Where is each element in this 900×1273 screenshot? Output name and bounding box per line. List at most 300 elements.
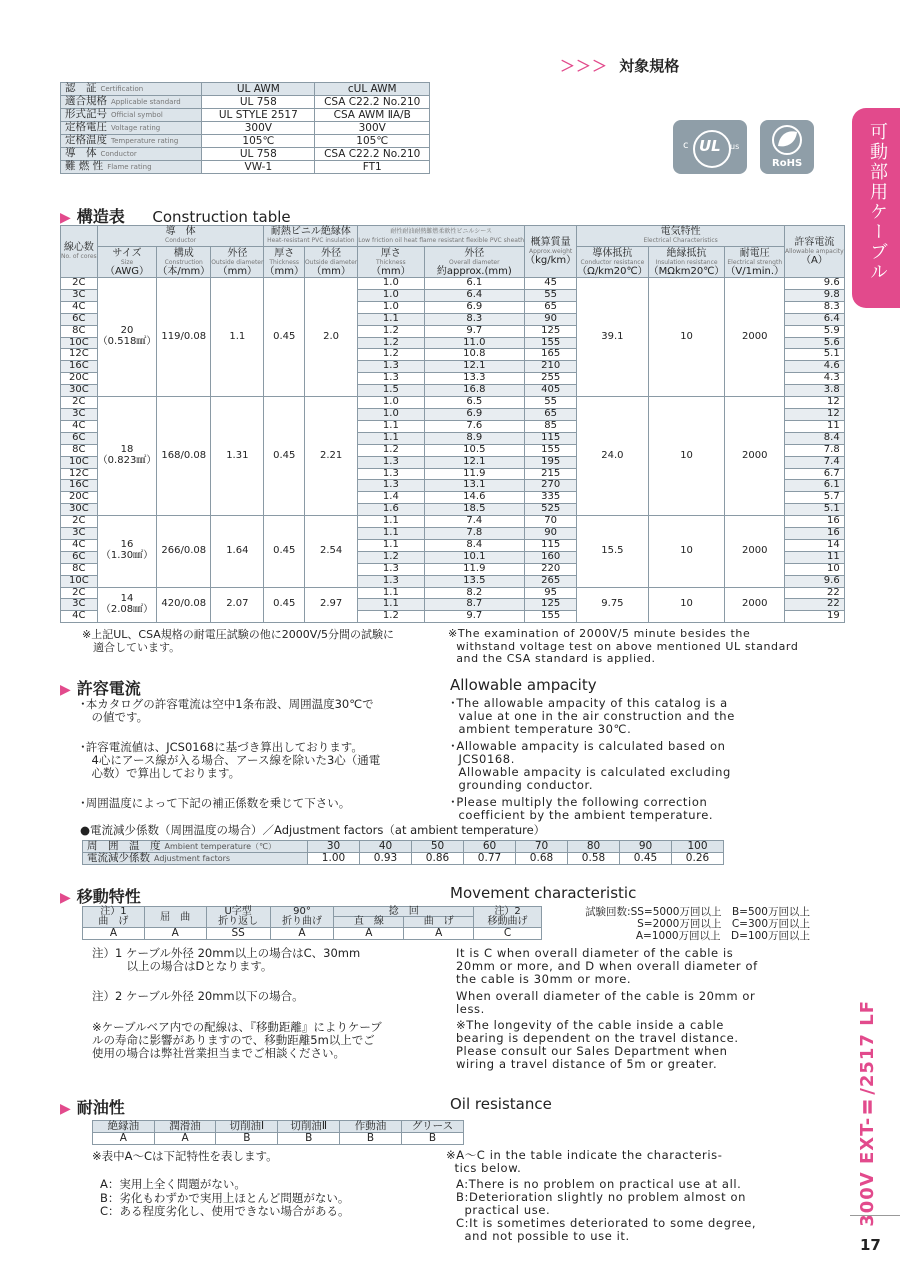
sheath-thickness-cell: 1.1 xyxy=(358,420,424,432)
ampacity-cell: 7.4 xyxy=(785,456,845,468)
ul-logo-c: c xyxy=(683,140,689,151)
overall-diameter-cell: 13.1 xyxy=(424,480,525,492)
h-pvc-pvc-en: Heat-resistant PVC insulation xyxy=(267,237,355,244)
h-constr-constr-en: Construction xyxy=(164,258,203,266)
adj-factor-cell: 0.86 xyxy=(412,853,464,865)
ct-header-row xyxy=(61,247,845,278)
h-ins-ins-unit: （MΩkm20℃） xyxy=(648,265,725,277)
sheath-thickness-cell: 1.2 xyxy=(358,444,424,456)
oil-en-item: B:Deterioration slightly no problem almost on practical use. xyxy=(456,1190,747,1217)
movement-title-en: Movement characteristic xyxy=(450,884,637,902)
cores-cell: 10C xyxy=(61,337,98,349)
ampacity-cell: 5.6 xyxy=(785,337,845,349)
cores-cell: 2C xyxy=(61,278,98,290)
cert-ul: 105℃ xyxy=(202,135,315,148)
oil-title-en: Oil resistance xyxy=(450,1095,552,1113)
ul-logo-mark: UL xyxy=(699,137,721,155)
adjustment-factor-table xyxy=(82,840,724,865)
size-awg: 18 xyxy=(120,444,134,456)
cores-cell: 3C xyxy=(61,289,98,301)
weight-cell: 165 xyxy=(525,349,577,361)
sheath-thickness-cell: 1.2 xyxy=(358,349,424,361)
cert-label-en: Applicable standard xyxy=(111,98,181,106)
leaf-icon xyxy=(760,120,814,160)
cert-label-en: Voltage rating xyxy=(111,124,161,132)
oil-ja-items xyxy=(100,1178,350,1219)
overall-diameter-cell: 9.7 xyxy=(424,325,525,337)
conductor-resistance-cell: 15.5 xyxy=(577,516,649,587)
conductor-resistance-cell: 9.75 xyxy=(577,587,649,623)
cores-cell: 30C xyxy=(61,504,98,516)
cores-cell: 2C xyxy=(61,587,98,599)
ampacity-cell: 9.6 xyxy=(785,575,845,587)
cores-cell: 20C xyxy=(61,492,98,504)
rohs-label: RoHS xyxy=(772,158,803,169)
withstand-voltage-cell: 2000 xyxy=(725,278,785,397)
h-vol-vol-unit: （V/1min.） xyxy=(725,265,785,277)
sheath-thickness-cell: 1.0 xyxy=(358,397,424,409)
h-thick-thick-en: Thickness xyxy=(269,258,300,266)
construction-table xyxy=(60,225,845,623)
cores-cell: 2C xyxy=(61,397,98,409)
h-amp-amp: 許容電流 xyxy=(794,237,835,248)
ampacity-cell: 6.4 xyxy=(785,313,845,325)
overall-diameter-cell: 12.1 xyxy=(424,361,525,373)
cores-cell: 10C xyxy=(61,575,98,587)
h-cores-cores: 線心数 xyxy=(63,241,94,253)
weight-cell: 270 xyxy=(525,480,577,492)
h-sheath-sheath: 耐性耐油耐熱難燃柔軟性ビニルシース xyxy=(390,228,492,235)
ampacity-cell: 8.4 xyxy=(785,432,845,444)
conductor-od-cell: 1.31 xyxy=(211,397,264,516)
page-number: 17 xyxy=(860,1236,881,1254)
ampacity-cell: 5.7 xyxy=(785,492,845,504)
oil-value-cell: A xyxy=(154,1133,216,1145)
overall-diameter-cell: 16.8 xyxy=(424,385,525,397)
test-count-line: S=2000万回以上 C=300万回以上 xyxy=(637,918,810,930)
weight-cell: 155 xyxy=(525,444,577,456)
movement-value-cell: C xyxy=(474,928,542,940)
size-awg: 14 xyxy=(120,593,134,605)
cores-cell: 6C xyxy=(61,432,98,444)
overall-diameter-cell: 18.5 xyxy=(424,504,525,516)
sheath-thickness-cell: 1.1 xyxy=(358,313,424,325)
cores-cell: 4C xyxy=(61,301,98,313)
ampacity-cell: 12 xyxy=(785,408,845,420)
cert-row xyxy=(61,135,430,148)
cert-row xyxy=(61,148,430,161)
ampacity-cell: 16 xyxy=(785,516,845,528)
h-thick-thick-unit: （mm） xyxy=(264,265,304,277)
weight-cell: 335 xyxy=(525,492,577,504)
side-tab-label: 可動部用ケーブル xyxy=(867,122,888,282)
ampacity-heading: ▶ 許容電流 xyxy=(60,679,141,698)
h-amp-amp-unit: （A） xyxy=(800,255,828,266)
weight-cell: 90 xyxy=(525,528,577,540)
weight-cell: 115 xyxy=(525,539,577,551)
weight-cell: 525 xyxy=(525,504,577,516)
overall-diameter-cell: 13.3 xyxy=(424,373,525,385)
oil-heading: ▶ 耐油性 xyxy=(60,1098,125,1117)
oil-table xyxy=(92,1120,464,1145)
oil-ja-item: B：劣化もわずかで実用上ほとんど問題がない。 xyxy=(100,1190,350,1205)
h-elec-elec: 電気特性 xyxy=(660,226,701,237)
adj-temp-cell: 90 xyxy=(620,841,672,853)
construction-cell: 266/0.08 xyxy=(157,516,211,587)
h-od2-od2: 外径 xyxy=(321,247,342,259)
mv-h-flex: 屈 曲 xyxy=(144,907,206,928)
overall-diameter-cell: 7.4 xyxy=(424,516,525,528)
movement-value-cell: A xyxy=(270,928,334,940)
test-count-line: A=1000万回以上 D=100万回以上 xyxy=(635,930,810,942)
certification-table xyxy=(60,82,430,174)
oil-header-cell: 作動油 xyxy=(340,1121,402,1133)
insulation-od-cell: 2.0 xyxy=(304,278,357,397)
overall-diameter-cell: 9.7 xyxy=(424,611,525,623)
h-res xyxy=(577,247,649,278)
insulation-thickness-cell: 0.45 xyxy=(264,516,304,587)
sheath-thickness-cell: 1.1 xyxy=(358,528,424,540)
weight-cell: 255 xyxy=(525,373,577,385)
weight-cell: 55 xyxy=(525,289,577,301)
cores-cell: 8C xyxy=(61,325,98,337)
ampacity-ja-p1: ･本カタログの許容電流は空中1条布設、周囲温度30℃で の値です。 xyxy=(80,697,374,724)
cert-label-ja: 適合規格 xyxy=(65,95,107,107)
mv-h-bend: 注）1 曲 げ xyxy=(83,907,145,928)
h-res-res: 導体抵抗 xyxy=(592,247,633,259)
h-cores-cores-en: No. of cores xyxy=(61,252,97,260)
oil-header-cell: グリース xyxy=(401,1121,463,1133)
construction-row xyxy=(61,587,845,599)
h-constr xyxy=(157,247,211,278)
h-od-od: 外径 xyxy=(227,247,248,259)
sheath-thickness-cell: 1.2 xyxy=(358,325,424,337)
oil-header-cell: 絶縁油 xyxy=(93,1121,155,1133)
weight-cell: 95 xyxy=(525,587,577,599)
ul-logo-us: us xyxy=(730,142,740,151)
movement-heading: ▶ 移動特性 xyxy=(60,887,141,906)
test-counts xyxy=(560,906,810,942)
adj-factor-cell: 0.58 xyxy=(568,853,620,865)
overall-diameter-cell: 13.5 xyxy=(424,575,525,587)
sheath-thickness-cell: 1.3 xyxy=(358,563,424,575)
overall-diameter-cell: 6.4 xyxy=(424,289,525,301)
cert-label-en: Official symbol xyxy=(111,111,163,119)
overall-diameter-cell: 11.9 xyxy=(424,563,525,575)
sheath-thickness-cell: 1.0 xyxy=(358,408,424,420)
header-arrows: ＞＞＞ xyxy=(560,57,609,75)
withstand-voltage-cell: 2000 xyxy=(725,587,785,623)
weight-cell: 90 xyxy=(525,313,577,325)
insulation-resistance-cell: 10 xyxy=(648,516,725,587)
construction-cell: 119/0.08 xyxy=(157,278,211,397)
size-mm2: （0.518㎟） xyxy=(97,336,157,348)
adjustment-factor-title: ●電流減少係数（周囲温度の場合）／Adjustment factors（at ambient temperature） xyxy=(80,823,546,837)
oil-value-cell: A xyxy=(93,1133,155,1145)
h-sod-sod: 外径 xyxy=(464,247,485,259)
adj-temp-cell: 40 xyxy=(360,841,412,853)
cert-cul: FT1 xyxy=(315,161,430,174)
adj-factor-row xyxy=(83,853,724,865)
h-pvc xyxy=(264,226,358,247)
oil-value-cell: B xyxy=(340,1133,402,1145)
overall-diameter-cell: 14.6 xyxy=(424,492,525,504)
h-conductor-conductor: 導 体 xyxy=(165,226,196,237)
h-od-od-unit: （mm） xyxy=(217,265,258,277)
insulation-thickness-cell: 0.45 xyxy=(264,278,304,397)
h-ins-ins: 絶縁抵抗 xyxy=(666,247,707,259)
cores-cell: 8C xyxy=(61,563,98,575)
h-size-size-unit: （AWG） xyxy=(105,265,149,277)
cert-label xyxy=(61,83,202,96)
adj-factor-label-ja: 電流減少係数 xyxy=(87,852,150,864)
mv-h-twist-straight: 直 線 xyxy=(334,917,404,928)
h-sthick-sthick: 厚さ xyxy=(380,247,401,259)
movement-table xyxy=(82,906,542,940)
cert-cul: CSA C22.2 No.210 xyxy=(315,96,430,109)
h-od2-od2-unit: （mm） xyxy=(311,265,351,277)
mv-h-twist: 捻 回 xyxy=(334,907,474,917)
h-res-res-en: Conductor resistance xyxy=(580,258,645,266)
adj-temp-cell: 80 xyxy=(568,841,620,853)
ampacity-cell: 5.9 xyxy=(785,325,845,337)
sheath-thickness-cell: 1.6 xyxy=(358,504,424,516)
h-constr-constr: 構成 xyxy=(173,247,194,259)
weight-cell: 125 xyxy=(525,599,577,611)
cores-cell: 12C xyxy=(61,468,98,480)
construction-cell: 420/0.08 xyxy=(157,587,211,623)
construction-title-en: Construction table xyxy=(152,208,291,226)
ul-logo xyxy=(673,120,747,174)
cert-ul: UL STYLE 2517 xyxy=(202,109,315,122)
weight-cell: 125 xyxy=(525,325,577,337)
weight-cell: 70 xyxy=(525,516,577,528)
cert-ul: UL AWM xyxy=(202,83,315,96)
oil-value-cell: B xyxy=(216,1133,278,1145)
ampacity-cell: 3.8 xyxy=(785,385,845,397)
sheath-thickness-cell: 1.1 xyxy=(358,587,424,599)
mv-h-twist-bend: 曲 げ xyxy=(404,917,474,928)
overall-diameter-cell: 8.2 xyxy=(424,587,525,599)
sheath-thickness-cell: 1.4 xyxy=(358,492,424,504)
cert-label-en: Flame rating xyxy=(107,163,152,171)
h-res-res-unit: （Ω/km20℃） xyxy=(577,265,648,277)
h-od2 xyxy=(304,247,357,278)
oil-en-item: C:It is sometimes deteriorated to some degree, and not possible to use it. xyxy=(456,1216,757,1243)
cert-label-ja: 難 燃 性 xyxy=(65,160,104,172)
adj-temp-label-en: Ambient temperature（℃） xyxy=(164,842,277,851)
header-title: 対象規格 xyxy=(619,57,680,75)
withstand-voltage-cell: 2000 xyxy=(725,397,785,516)
construction-row xyxy=(61,516,845,528)
cert-row xyxy=(61,83,430,96)
ampacity-cell: 9.6 xyxy=(785,278,845,290)
adj-factor-cell: 0.26 xyxy=(672,853,724,865)
oil-header-cell: 切削油Ⅰ xyxy=(216,1121,278,1133)
h-amp xyxy=(785,226,845,278)
construction-title-ja: 構造表 xyxy=(76,207,125,226)
h-ins xyxy=(648,247,725,278)
h-weight-weight-unit: （kg/km） xyxy=(525,255,577,266)
size-mm2: （0.823㎟） xyxy=(97,455,157,467)
overall-diameter-cell: 11.9 xyxy=(424,468,525,480)
cores-cell: 20C xyxy=(61,373,98,385)
h-sod-sod-unit: 約approx.(mm) xyxy=(436,265,512,277)
oil-title-ja: 耐油性 xyxy=(76,1098,125,1117)
cert-label xyxy=(61,161,202,174)
insulation-od-cell: 2.97 xyxy=(304,587,357,623)
oil-ja-item: C：ある程度劣化し、使用できない場合がある。 xyxy=(100,1204,350,1218)
construction-note-ja: ※上記UL、CSA規格の耐電圧試験の他に2000V/5分間の試験に 適合しています。 xyxy=(82,628,395,654)
cert-row xyxy=(61,96,430,109)
overall-diameter-cell: 8.3 xyxy=(424,313,525,325)
cert-label-ja: 導 体 xyxy=(65,147,97,159)
cert-row xyxy=(61,122,430,135)
weight-cell: 210 xyxy=(525,361,577,373)
cert-label xyxy=(61,135,202,148)
adj-temp-cell: 30 xyxy=(308,841,360,853)
sheath-thickness-cell: 1.2 xyxy=(358,611,424,623)
ampacity-cell: 7.8 xyxy=(785,444,845,456)
sheath-thickness-cell: 1.0 xyxy=(358,301,424,313)
ampacity-cell: 8.3 xyxy=(785,301,845,313)
adj-temp-label-ja: 周 囲 温 度 xyxy=(87,840,161,852)
h-size xyxy=(97,247,157,278)
cores-cell: 6C xyxy=(61,313,98,325)
insulation-thickness-cell: 0.45 xyxy=(264,397,304,516)
oil-en-note: ※A～C in the table indicate the characteris- tics below. xyxy=(446,1148,723,1175)
oil-value-cell: B xyxy=(401,1133,463,1145)
cert-label-ja: 形式記号 xyxy=(65,108,107,120)
h-od-od-en: Outside diameter xyxy=(211,258,264,266)
conductor-resistance-cell: 39.1 xyxy=(577,278,649,397)
cert-label xyxy=(61,122,202,135)
overall-diameter-cell: 8.4 xyxy=(424,539,525,551)
ampacity-cell: 16 xyxy=(785,528,845,540)
h-weight-weight-en: Approx.weight xyxy=(529,248,573,255)
size-awg: 16 xyxy=(120,539,134,551)
movement-value-cell: A xyxy=(404,928,474,940)
size-mm2: （1.30㎟） xyxy=(100,550,154,562)
ampacity-cell: 11 xyxy=(785,551,845,563)
adj-temp-cell: 60 xyxy=(464,841,516,853)
overall-diameter-cell: 8.9 xyxy=(424,432,525,444)
h-sod-sod-en: Overall diameter xyxy=(449,258,500,266)
h-vol-vol-en: Electrical strength xyxy=(727,258,783,266)
h-weight xyxy=(525,226,577,278)
h-size-size: サイズ xyxy=(112,247,142,259)
oil-ja-note: ※表中A～Cは下記特性を表します。 xyxy=(92,1149,278,1163)
overall-diameter-cell: 10.5 xyxy=(424,444,525,456)
ampacity-en-p2: ･Allowable ampacity is calculated based on JCS0168. Allowable ampacity is calculated excluding grounding conductor. xyxy=(450,739,731,792)
side-product-title: 300V EXT-Ⅱ/2517 LF xyxy=(857,1000,878,1227)
movement-en-note3: ※The longevity of the cable inside a cable bearing is dependent on the travel distance. Please consult our Sales Department when wiring a travel distance of 5m or greater. xyxy=(456,1018,739,1071)
h-od xyxy=(211,247,264,278)
cores-cell: 2C xyxy=(61,516,98,528)
adj-factor-cell: 0.45 xyxy=(620,853,672,865)
cores-cell: 30C xyxy=(61,385,98,397)
movement-ja-note1: 注）1 ケーブル外径 20mm以上の場合はC、30mm 以上の場合はDとなります。 xyxy=(92,946,361,973)
h-constr-constr-unit: （本/mm） xyxy=(157,265,211,277)
overall-diameter-cell: 6.1 xyxy=(424,278,525,290)
sheath-thickness-cell: 1.3 xyxy=(358,480,424,492)
sheath-thickness-cell: 1.3 xyxy=(358,575,424,587)
cert-label-en: Conductor xyxy=(100,150,137,158)
weight-cell: 115 xyxy=(525,432,577,444)
weight-cell: 155 xyxy=(525,337,577,349)
conductor-resistance-cell: 24.0 xyxy=(577,397,649,516)
adj-factor-cell: 0.93 xyxy=(360,853,412,865)
ampacity-cell: 5.1 xyxy=(785,349,845,361)
sheath-thickness-cell: 1.0 xyxy=(358,289,424,301)
withstand-voltage-cell: 2000 xyxy=(725,516,785,587)
h-elec xyxy=(577,226,785,247)
h-sod xyxy=(424,247,525,278)
ampacity-cell: 9.8 xyxy=(785,289,845,301)
sheath-thickness-cell: 1.1 xyxy=(358,539,424,551)
side-tab xyxy=(852,108,900,308)
weight-cell: 195 xyxy=(525,456,577,468)
h-cores xyxy=(61,226,98,278)
oil-en-items xyxy=(456,1178,756,1243)
h-elec-elec-en: Electrical Characteristics xyxy=(643,237,718,244)
weight-cell: 160 xyxy=(525,551,577,563)
adj-temp-row xyxy=(83,841,724,853)
overall-diameter-cell: 7.8 xyxy=(424,528,525,540)
adj-temp-cell: 50 xyxy=(412,841,464,853)
ampacity-cell: 12 xyxy=(785,397,845,409)
ampacity-cell: 4.3 xyxy=(785,373,845,385)
ampacity-cell: 5.1 xyxy=(785,504,845,516)
ampacity-cell: 6.7 xyxy=(785,468,845,480)
construction-cell: 168/0.08 xyxy=(157,397,211,516)
insulation-thickness-cell: 0.45 xyxy=(264,587,304,623)
construction-row xyxy=(61,397,845,409)
cert-label-ja: 定格温度 xyxy=(65,134,107,146)
insulation-resistance-cell: 10 xyxy=(648,278,725,397)
cert-cul: 300V xyxy=(315,122,430,135)
weight-cell: 65 xyxy=(525,408,577,420)
weight-cell: 215 xyxy=(525,468,577,480)
cert-ul: 300V xyxy=(202,122,315,135)
cert-row xyxy=(61,161,430,174)
weight-cell: 155 xyxy=(525,611,577,623)
h-amp-amp-en: Allowable ampacity xyxy=(785,248,844,255)
construction-note-en: ※The examination of 2000V/5 minute besides the withstand voltage test on above mentioned UL standard and the CSA standard is applied. xyxy=(448,627,799,665)
ampacity-cell: 11 xyxy=(785,420,845,432)
adj-temp-cell: 100 xyxy=(672,841,724,853)
overall-diameter-cell: 10.8 xyxy=(424,349,525,361)
sheath-thickness-cell: 1.2 xyxy=(358,337,424,349)
adj-factor-cell: 0.68 xyxy=(516,853,568,865)
movement-en-note1: It is C when overall diameter of the cable is 20mm or more, and D when overall diameter of the cable is 30mm or more. xyxy=(456,946,758,986)
weight-cell: 45 xyxy=(525,278,577,290)
oil-en-item: A:There is no problem on practical use at all. xyxy=(456,1177,742,1191)
conductor-od-cell: 1.1 xyxy=(211,278,264,397)
h-thick xyxy=(264,247,304,278)
ampacity-title-ja: 許容電流 xyxy=(76,679,141,698)
header-title-block xyxy=(560,55,679,76)
cert-label xyxy=(61,96,202,109)
cert-ul: UL 758 xyxy=(202,96,315,109)
adj-temp-cell: 70 xyxy=(516,841,568,853)
cert-label-ja: 認 証 xyxy=(65,82,97,94)
insulation-resistance-cell: 10 xyxy=(648,397,725,516)
h-od2-od2-en: Outside diameter xyxy=(304,258,358,266)
cert-label-ja: 定格電圧 xyxy=(65,121,107,133)
size-awg: 20 xyxy=(120,325,134,337)
overall-diameter-cell: 8.7 xyxy=(424,599,525,611)
